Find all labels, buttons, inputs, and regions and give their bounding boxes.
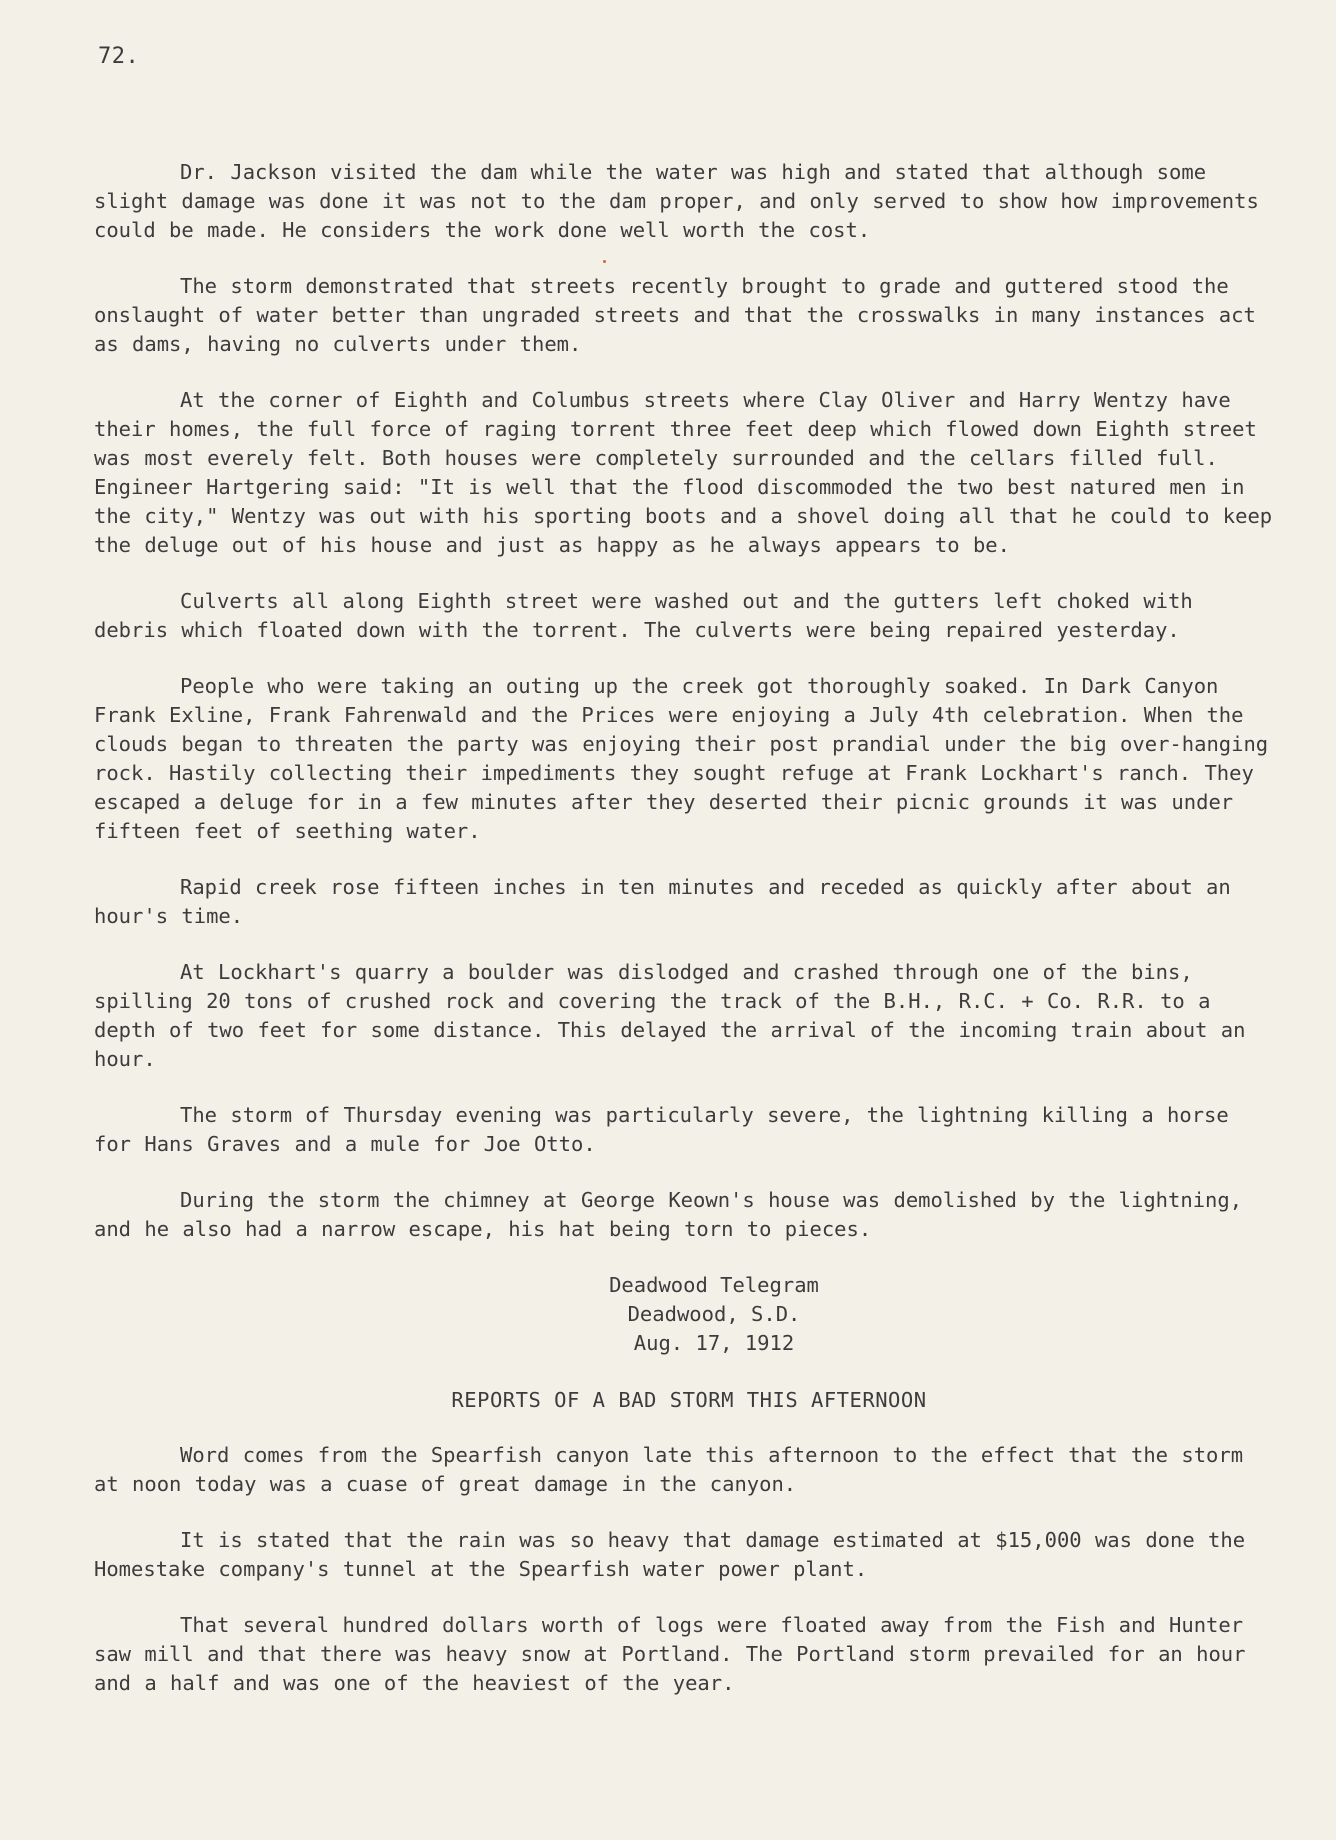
source-place: Deadwood, S.D.: [627, 1302, 801, 1326]
paragraph: Dr. Jackson visited the dam while the water was high and stated that although some slight damage was done it was not to the dam proper, and only served to show how improvements could be made. He considers the work done well worth the cost.: [94, 160, 1259, 242]
paragraph: Word comes from the Spearfish canyon late this afternoon to the effect that the storm at noon today was a cuase of great damage in the canyon.: [94, 1443, 1244, 1496]
paragraph: At the corner of Eighth and Columbus streets where Clay Oliver and Harry Wentzy have their homes, the full force of raging torrent three feet deep which flowed down Eighth street was most everely felt. Both houses were completely surrounded and the cellars filled full. Engineer Hartgering said: "It is well that the flood discommoded the two best natured men in the city," Wentzy was out with his sporting boots and a shovel doing all that he could to keep the deluge out of his house and just as happy as he always appears to be.: [94, 388, 1273, 557]
paragraph: The storm demonstrated that streets recently brought to grade and guttered stood the onslaught of water better than ungraded streets and that the crosswalks in many instances act as dams, having no culverts under them.: [94, 274, 1256, 356]
article-body: [94, 158, 1274, 1725]
source-citation: [94, 1271, 1274, 1358]
page-number: 72.: [98, 44, 140, 69]
paragraph: Rapid creek rose fifteen inches in ten minutes and receded as quickly after about an hour's time.: [94, 875, 1231, 928]
paragraph: The storm of Thursday evening was particularly severe, the lightning killing a horse for Hans Graves and a mule for Joe Otto.: [94, 1103, 1229, 1156]
source-date: Aug. 17, 1912: [633, 1331, 795, 1355]
paragraph: Culverts all along Eighth street were washed out and the gutters left choked with debris which floated down with the torrent. The culverts were being repaired yesterday.: [94, 589, 1193, 642]
paragraph: People who were taking an outing up the creek got thoroughly soaked. In Dark Canyon Frank Exline, Frank Fahrenwald and the Prices were enjoying a July 4th celebration. When the clouds began to threaten the party was enjoying their post prandial under the big over-hanging rock. Hastily collecting their impediments they sought refuge at Frank Lockhart's ranch. They escaped a deluge for in a few minutes after they deserted their picnic grounds it was under fifteen feet of seething water.: [94, 674, 1269, 843]
article-headline: REPORTS OF A BAD STORM THIS AFTERNOON: [451, 1388, 927, 1412]
paragraph: That several hundred dollars worth of logs were floated away from the Fish and Hunter saw mill and that there was heavy snow at Portland. The Portland storm prevailed for an hour and a half and was one of the heaviest of the year.: [94, 1613, 1246, 1695]
paragraph: At Lockhart's quarry a boulder was dislodged and crashed through one of the bins, spilling 20 tons of crushed rock and covering the track of the B.H., R.C. + Co. R.R. to a depth of two feet for some distance. This delayed the arrival of the incoming train about an hour.: [94, 960, 1246, 1071]
paragraph: It is stated that the rain was so heavy that damage estimated at $15,000 was done the Homestake company's tunnel at the Spearfish water power plant.: [94, 1528, 1246, 1581]
source-paper: Deadwood Telegram: [609, 1273, 819, 1297]
paragraph: During the storm the chimney at George Keown's house was demolished by the lightning, and he also had a narrow escape, his hat being torn to pieces.: [94, 1188, 1243, 1241]
